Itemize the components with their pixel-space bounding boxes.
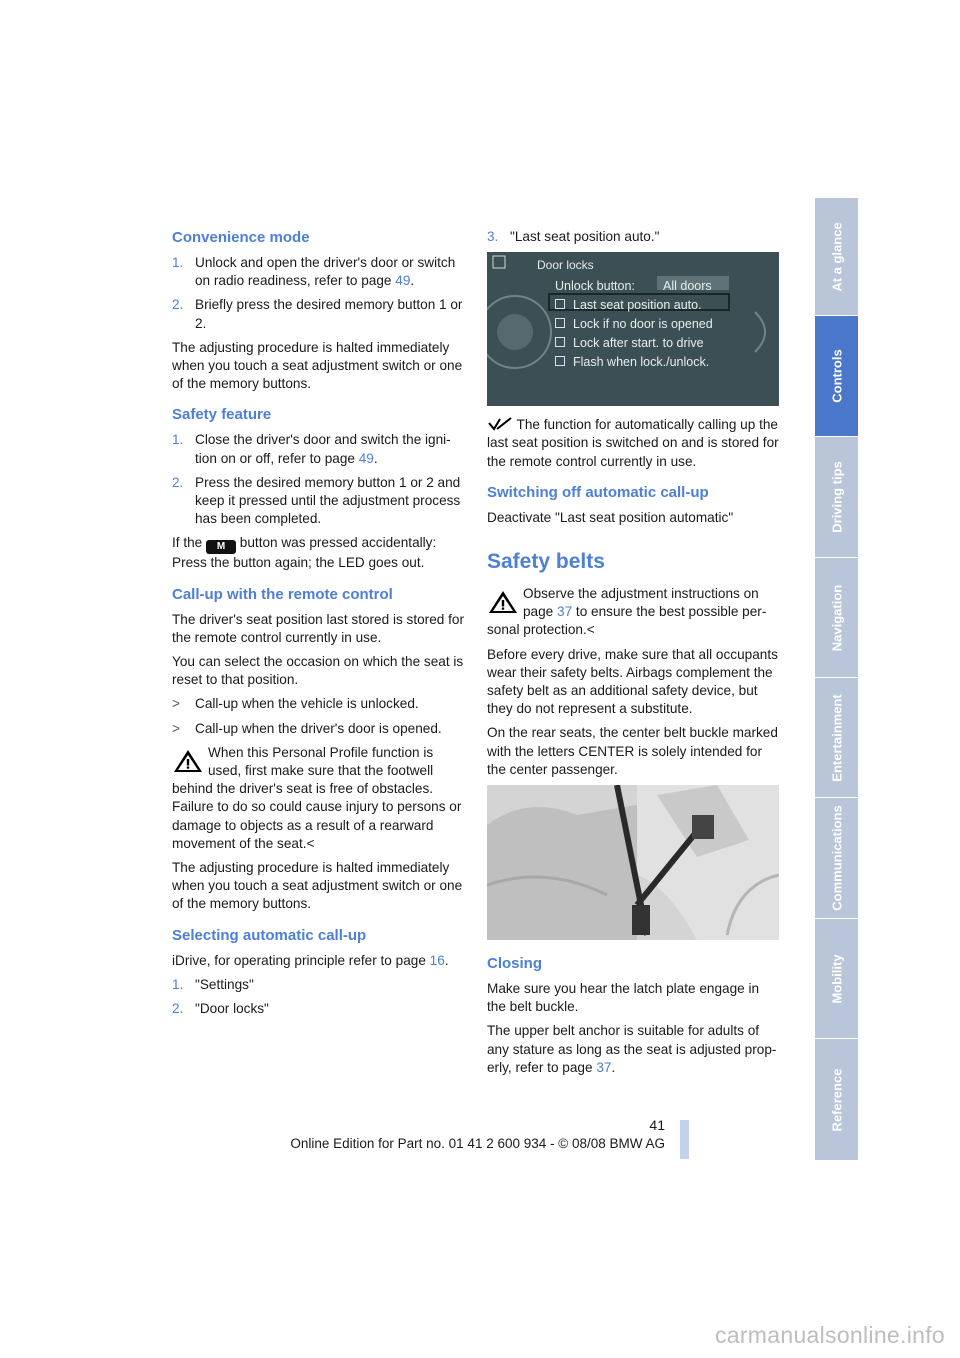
checkbox-icon bbox=[555, 299, 565, 309]
screen-option bbox=[555, 353, 709, 371]
heading-switching-off: Switching off automatic call-up bbox=[487, 483, 709, 501]
chapter-tab-label: Navigation bbox=[829, 584, 844, 651]
chapter-tabs bbox=[815, 198, 858, 1160]
list-marker: 1. bbox=[172, 976, 184, 992]
list-item bbox=[172, 254, 464, 290]
list-marker: 1. bbox=[172, 432, 184, 448]
heading-selecting-callup: Selecting automatic call-up bbox=[172, 926, 367, 944]
checkbox-icon bbox=[555, 356, 565, 366]
chapter-tab-label: Communications bbox=[829, 805, 844, 911]
warning-icon bbox=[172, 748, 204, 774]
page-link-16[interactable]: 16 bbox=[429, 952, 445, 968]
warning-box bbox=[172, 744, 464, 853]
checkmark-icon bbox=[487, 417, 513, 431]
safety-steps bbox=[172, 431, 464, 528]
list-item-suffix: . bbox=[410, 273, 415, 289]
screen-option-label: Last seat position auto. bbox=[573, 298, 702, 313]
watermark: carmanualsonline.info bbox=[714, 1322, 945, 1348]
list-item-text: Call-up when the vehicle is unlocked. bbox=[195, 696, 419, 712]
list-marker: 1. bbox=[172, 255, 184, 270]
page-link-37[interactable]: 37 bbox=[596, 1059, 612, 1075]
convenience-steps bbox=[172, 254, 464, 333]
list-item-text: Close the driver's door and switch the igni-tion on or off, refer to page bbox=[195, 432, 451, 466]
idrive-screen-image bbox=[487, 252, 779, 406]
chapter-tab[interactable] bbox=[815, 198, 858, 316]
heading-remote-callup: Call-up with the remote control bbox=[172, 585, 393, 603]
heading-safety-feature: Safety feature bbox=[172, 406, 272, 424]
idrive-reference: iDrive, for operating principle refer to page 16. bbox=[172, 952, 449, 968]
checkbox-icon bbox=[555, 337, 565, 347]
chapter-tab-label: Mobility bbox=[829, 953, 844, 1004]
page-marker-bar bbox=[680, 1120, 689, 1159]
warning-icon bbox=[487, 589, 519, 615]
list-marker: > bbox=[172, 720, 180, 736]
screen-option bbox=[555, 334, 704, 352]
right-column bbox=[487, 228, 779, 1083]
step-3: 3. "Last seat position auto." bbox=[487, 229, 660, 244]
chapter-tab-label: Entertainment bbox=[829, 693, 844, 782]
footer-edition: Online Edition for Part no. 01 41 2 600 934 - © 08/08 BMW AG bbox=[290, 1136, 665, 1151]
list-item bbox=[172, 296, 464, 332]
page-link[interactable]: 49 bbox=[358, 450, 374, 466]
chapter-tab-label: Driving tips bbox=[829, 461, 844, 533]
chapter-tab[interactable] bbox=[815, 1039, 858, 1161]
chapter-tab-label: At a glance bbox=[829, 221, 844, 292]
chapter-tab[interactable] bbox=[815, 558, 858, 678]
chapter-tab-label: Reference bbox=[829, 1068, 844, 1131]
unlock-button-label: Unlock button: bbox=[555, 279, 635, 294]
list-item bbox=[172, 720, 464, 738]
list-marker: > bbox=[172, 696, 180, 712]
heading-closing: Closing bbox=[487, 955, 542, 973]
screen-title: Door locks bbox=[537, 258, 594, 273]
closing-paragraph-2: The upper belt anchor is suitable for adults of any stature as long as the seat is adjusted prop-erly, refer to page 37. bbox=[487, 1023, 777, 1075]
list-item-text: "Door locks" bbox=[195, 1001, 269, 1017]
chapter-tab[interactable] bbox=[815, 316, 858, 437]
screen-option bbox=[555, 315, 713, 333]
screen-option-label: Lock after start. to drive bbox=[573, 336, 704, 351]
seat-belt-illustration bbox=[487, 785, 779, 940]
chapter-tab[interactable] bbox=[815, 919, 858, 1039]
checkbox-icon bbox=[555, 318, 565, 328]
page-link[interactable]: 49 bbox=[395, 273, 411, 289]
callup-paragraph-2: You can select the occasion on which the seat is reset to that position. bbox=[172, 654, 464, 688]
list-marker: 2. bbox=[172, 1001, 184, 1017]
screen-option bbox=[555, 296, 702, 314]
chapter-tab-label: Controls bbox=[829, 349, 844, 403]
belts-paragraph-2: On the rear seats, the center belt buckle marked with the letters CENTER is solely intended for the center passenger. bbox=[487, 725, 778, 777]
selecting-steps bbox=[172, 976, 464, 1018]
warning-text: When this Personal Profile function is used, first make sure that the footwell behind the driver's seat is free of obstacles. Failure to do so could cause injury to persons or damage to objects as a result of a rearward movement of the seat.< bbox=[172, 744, 462, 851]
list-item-text: "Settings" bbox=[195, 976, 254, 992]
callup-paragraph-1: The driver's seat position last stored is stored for the remote control currently in use. bbox=[172, 611, 464, 645]
belts-paragraph-1: Before every drive, make sure that all occupants wear their safety belts. Airbags complement the safety belt as an additional safety device, but they do not represent a substitute. bbox=[487, 646, 778, 717]
list-item bbox=[172, 976, 464, 994]
list-item-text: Call-up when the driver's door is opened. bbox=[195, 720, 442, 736]
function-note: The function for automatically calling up the last seat position is switched on and is stored for the remote control currently in use. bbox=[487, 417, 779, 469]
page-link-37[interactable]: 37 bbox=[557, 604, 573, 620]
memory-button-icon: M bbox=[206, 540, 236, 554]
switching-off-text: Deactivate "Last seat position automatic" bbox=[487, 509, 734, 525]
list-item bbox=[172, 695, 464, 713]
convenience-note: The adjusting procedure is halted immediately when you touch a seat adjustment switch or one of the memory buttons. bbox=[172, 339, 463, 392]
heading-convenience-mode: Convenience mode bbox=[172, 229, 310, 246]
callup-paragraph-3: The adjusting procedure is halted immediately when you touch a seat adjustment switch or one of the memory buttons. bbox=[172, 860, 463, 912]
list-item bbox=[172, 474, 464, 529]
list-item-text: Unlock and open the driver's door or switch on radio readiness, refer to page bbox=[195, 255, 456, 289]
unlock-button-value: All doors bbox=[663, 279, 712, 294]
chapter-tab[interactable] bbox=[815, 678, 858, 798]
page-number: 41 bbox=[649, 1117, 665, 1133]
list-item bbox=[172, 431, 464, 467]
list-item-text: Briefly press the desired memory button 1 or 2. bbox=[195, 297, 463, 331]
list-item-text: Press the desired memory button 1 or 2 and keep it pressed until the adjustment process has been completed. bbox=[195, 474, 461, 527]
belts-warning-box: Observe the adjustment instructions on page 37 to ensure the best possible per-sonal protection.< bbox=[487, 586, 767, 638]
list-marker: 2. bbox=[172, 297, 184, 313]
rear-seat-belt-image bbox=[487, 785, 779, 940]
list-item-suffix: . bbox=[373, 450, 378, 466]
heading-safety-belts: Safety belts bbox=[487, 550, 605, 574]
chapter-tab[interactable] bbox=[815, 437, 858, 558]
list-marker: 2. bbox=[172, 474, 184, 490]
accidental-press-note: If the M button was pressed accidentally: Press the button again; the LED goes out. bbox=[172, 535, 437, 571]
chapter-tab[interactable] bbox=[815, 798, 858, 919]
list-item bbox=[172, 1000, 464, 1018]
screen-option-label: Lock if no door is opened bbox=[573, 317, 713, 332]
screen-option-label: Flash when lock./unlock. bbox=[573, 355, 710, 370]
left-column bbox=[172, 228, 464, 1024]
closing-paragraph-1: Make sure you hear the latch plate engage in the belt buckle. bbox=[487, 981, 760, 1015]
callup-options bbox=[172, 695, 464, 737]
